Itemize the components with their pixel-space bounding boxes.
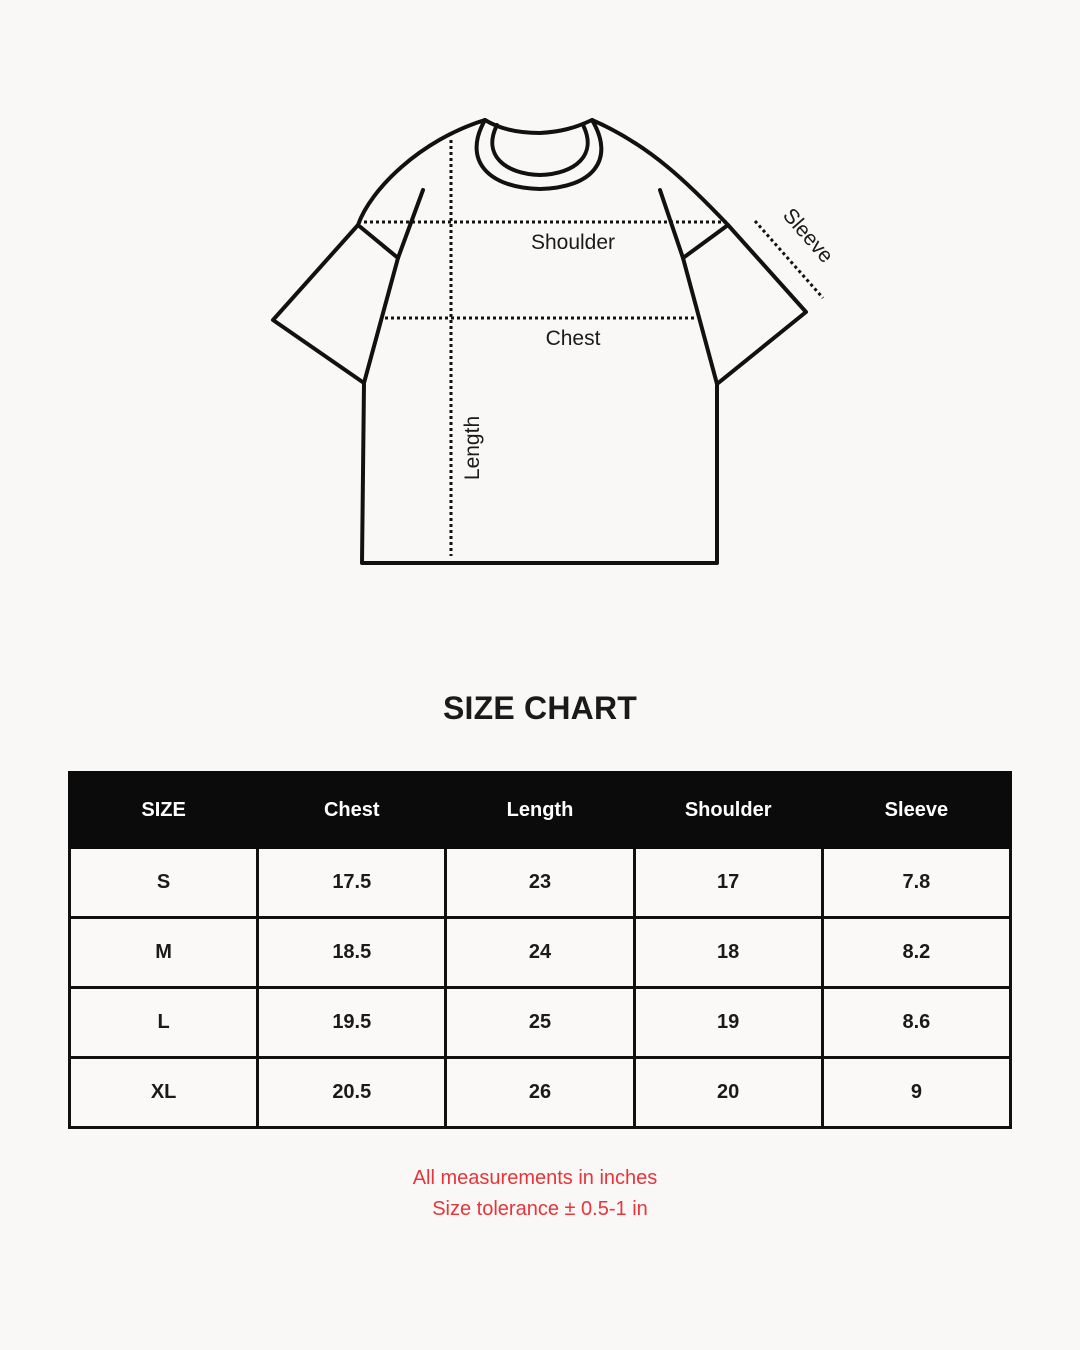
chest-label: Chest — [545, 327, 601, 350]
table-cell: 17.5 — [258, 848, 446, 918]
table-cell: 7.8 — [822, 848, 1010, 918]
table-cell: 19 — [634, 988, 822, 1058]
table-cell: 8.6 — [822, 988, 1010, 1058]
length-label: Length — [461, 415, 484, 481]
left-body-line — [364, 190, 423, 383]
table-cell: 17 — [634, 848, 822, 918]
table-cell: 18 — [634, 918, 822, 988]
table-cell: 25 — [446, 988, 634, 1058]
tshirt-measurement-diagram — [0, 0, 1080, 620]
table-cell: 9 — [822, 1058, 1010, 1128]
units-note: All measurements in inches — [412, 1167, 658, 1189]
table-cell: S — [70, 848, 258, 918]
table-row — [70, 848, 1011, 918]
table-cell: 26 — [446, 1058, 634, 1128]
table-cell: 23 — [446, 848, 634, 918]
header-chest: Chest — [258, 773, 446, 848]
table-cell: 20.5 — [258, 1058, 446, 1128]
table-cell: 8.2 — [822, 918, 1010, 988]
size-chart-table — [68, 771, 1012, 1129]
tolerance-note: Size tolerance ± 0.5-1 in — [432, 1198, 648, 1220]
shoulder-label: Shoulder — [530, 231, 616, 254]
header-length: Length — [446, 773, 634, 848]
table-header-row — [70, 773, 1011, 848]
table-cell: 19.5 — [258, 988, 446, 1058]
table-cell: 24 — [446, 918, 634, 988]
table-cell: L — [70, 988, 258, 1058]
table-cell: 18.5 — [258, 918, 446, 988]
right-sleeve-seam — [683, 225, 728, 258]
table-row — [70, 1058, 1011, 1128]
header-shoulder: Shoulder — [634, 773, 822, 848]
left-sleeve-seam — [358, 225, 398, 258]
table-cell: M — [70, 918, 258, 988]
header-size: SIZE — [70, 773, 258, 848]
right-body-line — [660, 190, 717, 384]
measurement-notes — [0, 1163, 1070, 1225]
page-title: SIZE CHART — [443, 690, 637, 726]
sleeve-label: Sleeve — [778, 203, 838, 268]
table-row — [70, 918, 1011, 988]
header-sleeve: Sleeve — [822, 773, 1010, 848]
table-row — [70, 988, 1011, 1058]
table-cell: 20 — [634, 1058, 822, 1128]
table-cell: XL — [70, 1058, 258, 1128]
tshirt-outline — [273, 120, 806, 563]
